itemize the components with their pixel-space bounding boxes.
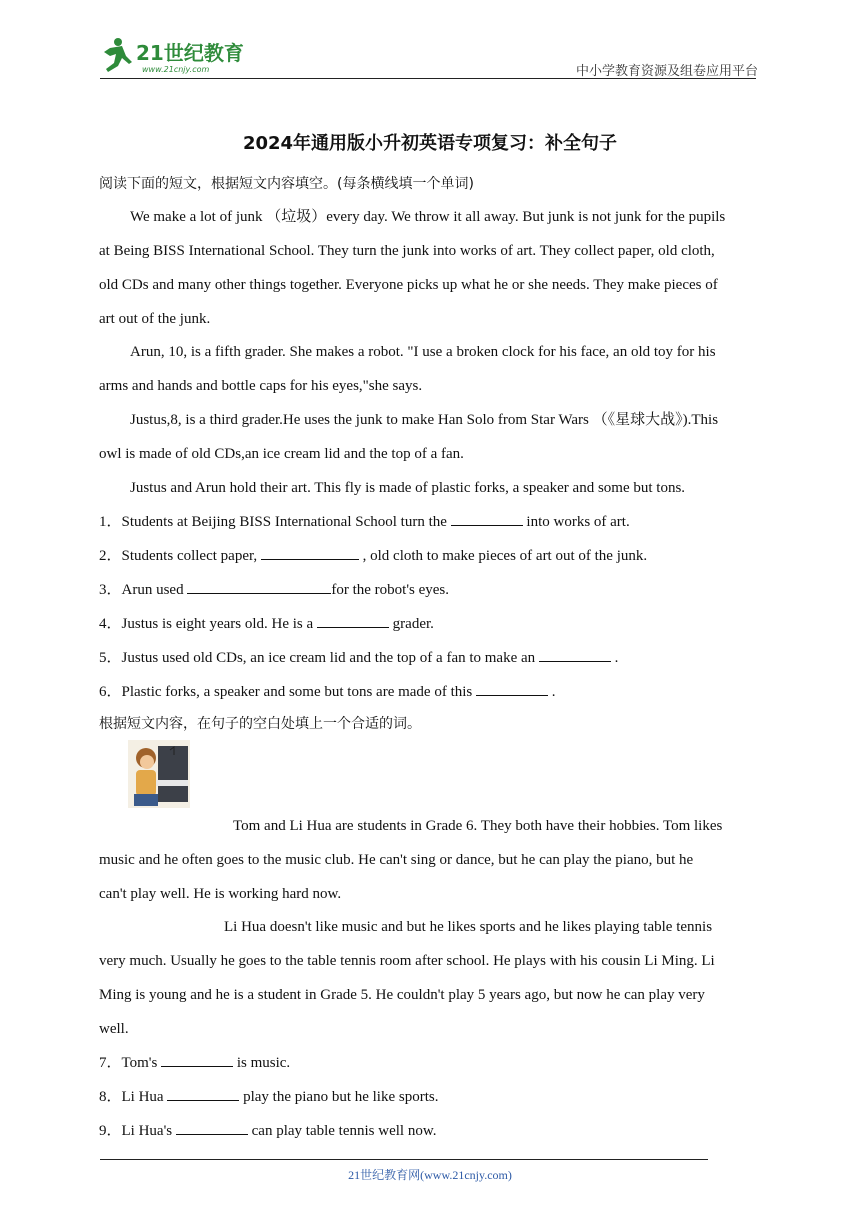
question-1 bbox=[99, 511, 630, 532]
site-logo bbox=[96, 36, 266, 76]
question-text: Students at Beijing BISS International School turn the bbox=[121, 514, 451, 530]
answer-blank[interactable] bbox=[176, 1120, 248, 1135]
question-text: Justus used old CDs, an ice cream lid and the top of a fan to make an bbox=[121, 650, 539, 666]
passage1-line: Justus and Arun hold their art. This fly is made of plastic forks, a speaker and some but tons. bbox=[130, 480, 686, 496]
question-6 bbox=[99, 681, 556, 702]
answer-blank[interactable] bbox=[317, 613, 389, 628]
footer-divider bbox=[100, 1159, 708, 1160]
page-header bbox=[96, 36, 758, 80]
passage1-line: at Being BISS International School. They turn the junk into works of art. They collect paper, old cloth, bbox=[99, 243, 715, 259]
section1-instruction: 阅读下面的短文，根据短文内容填空。(每条横线填一个单词) bbox=[99, 176, 474, 192]
boy-playing-piano-image bbox=[128, 740, 190, 808]
question-number: 4． bbox=[99, 616, 122, 632]
passage1-line: We make a lot of junk （垃圾）every day. We throw it all away. But junk is not junk for the pupils bbox=[130, 209, 726, 225]
answer-blank[interactable] bbox=[451, 511, 523, 526]
question-text: is music. bbox=[233, 1055, 291, 1071]
question-number: 8． bbox=[99, 1089, 122, 1105]
question-number: 2． bbox=[99, 548, 122, 564]
passage2-line: well. bbox=[99, 1021, 129, 1037]
question-text: play the piano but he like sports. bbox=[239, 1089, 439, 1105]
question-text: Plastic forks, a speaker and some but tons are made of this bbox=[121, 684, 477, 700]
question-text: . bbox=[548, 684, 556, 700]
question-number: 1． bbox=[99, 514, 122, 530]
passage2-line: Tom and Li Hua are students in Grade 6. They both have their hobbies. Tom likes bbox=[233, 818, 723, 834]
passage1-line: old CDs and many other things together. Everyone picks up what he or she needs. They make pieces of bbox=[99, 277, 718, 293]
question-number: 3． bbox=[99, 582, 122, 598]
passage1-line: art out of the junk. bbox=[99, 311, 211, 327]
question-text: can play table tennis well now. bbox=[247, 1123, 437, 1139]
passage2-line: very much. Usually he goes to the table tennis room after school. He plays with his cousin Li Ming. Li bbox=[99, 953, 715, 969]
question-text: Li Hua bbox=[121, 1089, 168, 1105]
question-4 bbox=[99, 613, 434, 634]
question-2 bbox=[99, 545, 647, 566]
question-text: Justus is eight years old. He is a bbox=[121, 616, 317, 632]
question-text: grader. bbox=[388, 616, 434, 632]
passage1-line: Justus,8, is a third grader.He uses the junk to make Han Solo from Star Wars （《星球大战》).This bbox=[130, 412, 719, 428]
passage2-line: Li Hua doesn't like music and but he likes sports and he likes playing table tennis bbox=[224, 919, 713, 935]
passage1-line: arms and hands and bottle caps for his eyes,"she says. bbox=[99, 378, 423, 394]
question-text: for the robot's eyes. bbox=[331, 582, 450, 598]
question-number: 7． bbox=[99, 1055, 122, 1071]
question-text: into works of art. bbox=[522, 514, 630, 530]
question-9 bbox=[99, 1120, 436, 1141]
answer-blank[interactable] bbox=[161, 1052, 233, 1067]
question-number: 5． bbox=[99, 650, 122, 666]
passage2-line: can't play well. He is working hard now. bbox=[99, 886, 342, 902]
question-text: , old cloth to make pieces of art out of the junk. bbox=[358, 548, 648, 564]
question-text: Tom's bbox=[121, 1055, 162, 1071]
svg-text:www.21cnjy.com: www.21cnjy.com bbox=[142, 65, 210, 74]
question-text: Arun used bbox=[121, 582, 188, 598]
question-5 bbox=[99, 647, 618, 668]
answer-blank[interactable] bbox=[539, 647, 611, 662]
passage1-line: owl is made of old CDs,an ice cream lid and the top of a fan. bbox=[99, 446, 464, 462]
section2-instruction: 根据短文内容，在句子的空白处填上一个合适的词。 bbox=[99, 716, 421, 732]
question-7 bbox=[99, 1052, 290, 1073]
question-text: Li Hua's bbox=[121, 1123, 176, 1139]
passage1-line: Arun, 10, is a fifth grader. She makes a robot. "I use a broken clock for his face, an old toy for his bbox=[130, 344, 716, 360]
answer-blank[interactable] bbox=[476, 681, 548, 696]
question-number: 9． bbox=[99, 1123, 122, 1139]
passage2-line: Ming is young and he is a student in Grade 5. He couldn't play 5 years ago, but now he can play very bbox=[99, 987, 705, 1003]
answer-blank[interactable] bbox=[261, 545, 359, 560]
answer-blank[interactable] bbox=[187, 579, 331, 594]
question-3 bbox=[99, 579, 449, 600]
question-number: 6． bbox=[99, 684, 122, 700]
header-platform-text: 中小学教育资源及组卷应用平台 bbox=[575, 64, 758, 79]
question-text: . bbox=[610, 650, 619, 666]
question-text: Students collect paper, bbox=[121, 548, 261, 564]
runner-icon bbox=[104, 38, 132, 72]
page-title: 2024年通用版小升初英语专项复习：补全句子 bbox=[242, 133, 618, 154]
passage2-line: music and he often goes to the music club. He can't sing or dance, but he can play the piano, but he bbox=[99, 852, 694, 868]
svg-text:21世纪教育: 21世纪教育 bbox=[136, 41, 244, 65]
answer-blank[interactable] bbox=[167, 1086, 239, 1101]
question-8 bbox=[99, 1086, 438, 1107]
footer-text[interactable]: 21世纪教育网(www.21cnjy.com) bbox=[348, 1168, 512, 1182]
header-divider bbox=[100, 78, 756, 79]
